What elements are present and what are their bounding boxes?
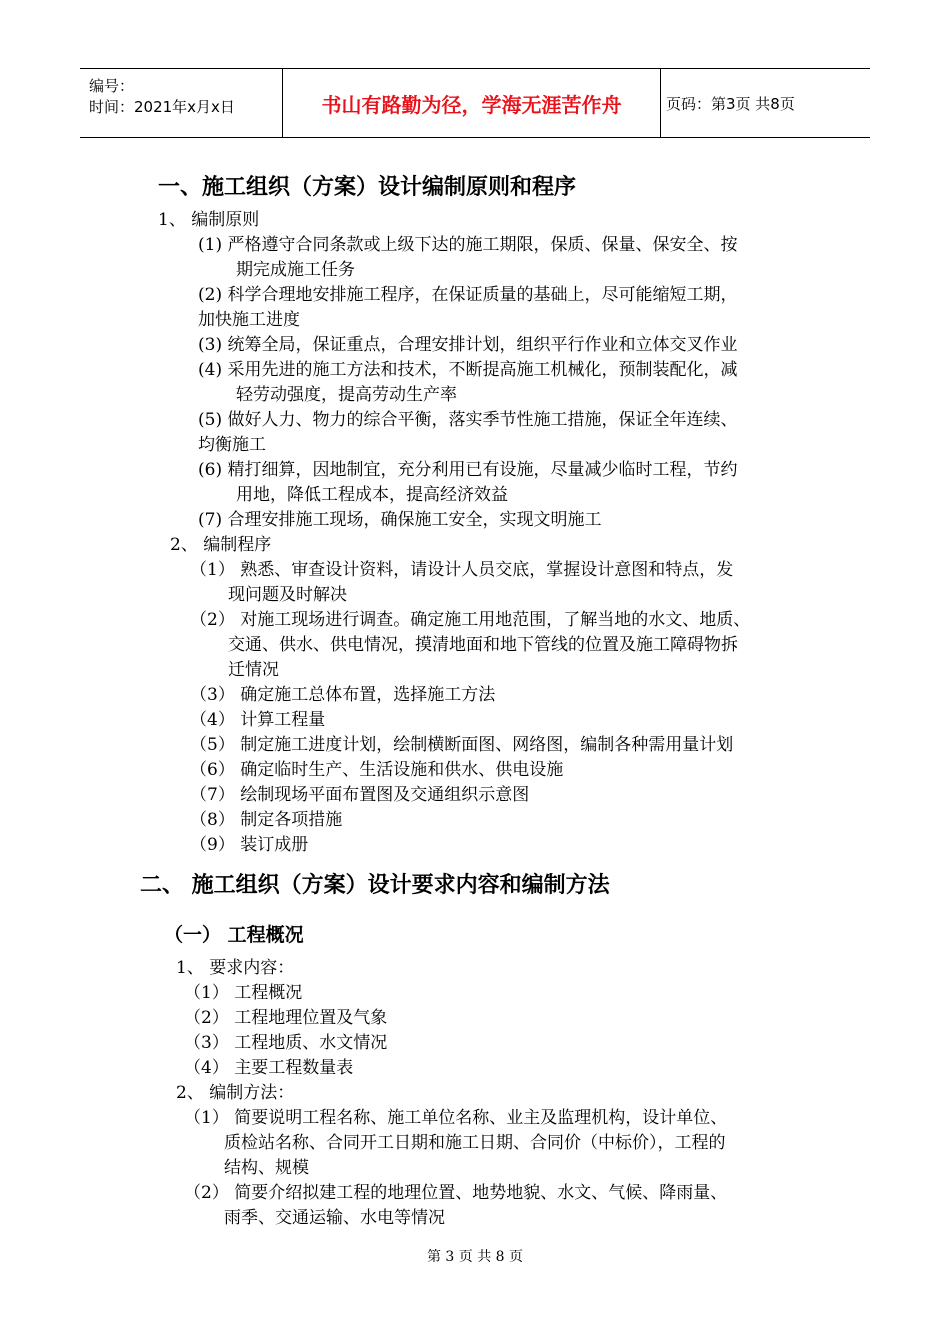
motto: 书山有路勤为径，学海无涯苦作舟 xyxy=(282,69,661,137)
procedure-line: （1） 熟悉、审查设计资料，请设计人员交底，掌握设计意图和特点，发 xyxy=(190,560,734,580)
principle-line: (6) 精打细算，因地制宜，充分利用已有设施，尽量减少临时工程，节约 xyxy=(198,460,738,480)
procedure-line: 现问题及时解决 xyxy=(228,585,347,605)
method-line: （1） 简要说明工程名称、施工单位名称、业主及监理机构，设计单位、 xyxy=(184,1108,728,1128)
principle-line: (4) 采用先进的施工方法和技术，不断提高施工机械化，预制装配化，减 xyxy=(198,360,738,380)
requirement-line: （1） 工程概况 xyxy=(184,983,303,1003)
procedure-heading: 2、 编制程序 xyxy=(170,535,272,555)
page-label: 页码：第3页 共8页 xyxy=(666,94,795,113)
time-label: 时间：2021年x月x日 xyxy=(89,98,235,116)
method-heading: 2、 编制方法： xyxy=(176,1083,295,1103)
principle-line: (7) 合理安排施工现场，确保施工安全，实现文明施工 xyxy=(198,510,602,530)
requirement-line: （2） 工程地理位置及气象 xyxy=(184,1008,388,1028)
principle-line: 加快施工进度 xyxy=(198,310,300,330)
principle-line: 用地，降低工程成本，提高经济效益 xyxy=(236,485,508,505)
requirement-line: （4） 主要工程数量表 xyxy=(184,1058,354,1078)
method-line: （2） 简要介绍拟建工程的地理位置、地势地貌、水文、气候、降雨量、 xyxy=(184,1183,728,1203)
principles-heading: 1、 编制原则 xyxy=(158,210,260,230)
method-line: 雨季、交通运输、水电等情况 xyxy=(224,1208,445,1228)
principle-line: (3) 统筹全局，保证重点，合理安排计划，组织平行作业和立体交叉作业 xyxy=(198,335,738,355)
procedure-line: （5） 制定施工进度计划，绘制横断面图、网络图，编制各种需用量计划 xyxy=(190,735,734,755)
procedure-line: 迁情况 xyxy=(228,660,279,680)
requirement-line: （3） 工程地质、水文情况 xyxy=(184,1033,388,1053)
principle-line: 均衡施工 xyxy=(198,435,266,455)
principle-line: 轻劳动强度，提高劳动生产率 xyxy=(236,385,457,405)
requirements-heading: 1、 要求内容： xyxy=(176,958,295,978)
procedure-line: （3） 确定施工总体布置，选择施工方法 xyxy=(190,685,496,705)
procedure-line: 交通、供水、供电情况，摸清地面和地下管线的位置及施工障碍物拆 xyxy=(228,635,738,655)
number-label: 编号： xyxy=(89,77,135,95)
page-footer: 第 3 页 共 8 页 xyxy=(426,1249,524,1265)
method-line: 结构、规模 xyxy=(224,1158,309,1178)
section2-title: 二、 施工组织（方案）设计要求内容和编制方法 xyxy=(140,873,610,898)
principle-line: (5) 做好人力、物力的综合平衡，落实季节性施工措施，保证全年连续、 xyxy=(198,410,738,430)
section1-title: 一、施工组织（方案）设计编制原则和程序 xyxy=(158,175,577,200)
principle-line: (1) 严格遵守合同条款或上级下达的施工期限，保质、保量、保安全、按 xyxy=(198,235,738,255)
procedure-line: （9） 装订成册 xyxy=(190,835,309,855)
procedure-line: （8） 制定各项措施 xyxy=(190,810,343,830)
principle-line: (2) 科学合理地安排施工程序，在保证质量的基础上，尽可能缩短工期， xyxy=(198,285,738,305)
procedure-line: （7） 绘制现场平面布置图及交通组织示意图 xyxy=(190,785,530,805)
principle-line: 期完成施工任务 xyxy=(236,260,355,280)
procedure-line: （6） 确定临时生产、生活设施和供水、供电设施 xyxy=(190,760,564,780)
procedure-line: （2） 对施工现场进行调查。确定施工用地范围，了解当地的水文、地质、 xyxy=(190,610,751,630)
procedure-line: （4） 计算工程量 xyxy=(190,710,326,730)
subsection-title: （一） 工程概况 xyxy=(164,924,304,946)
method-line: 质检站名称、合同开工日期和施工日期、合同价（中标价），工程的 xyxy=(224,1133,726,1153)
